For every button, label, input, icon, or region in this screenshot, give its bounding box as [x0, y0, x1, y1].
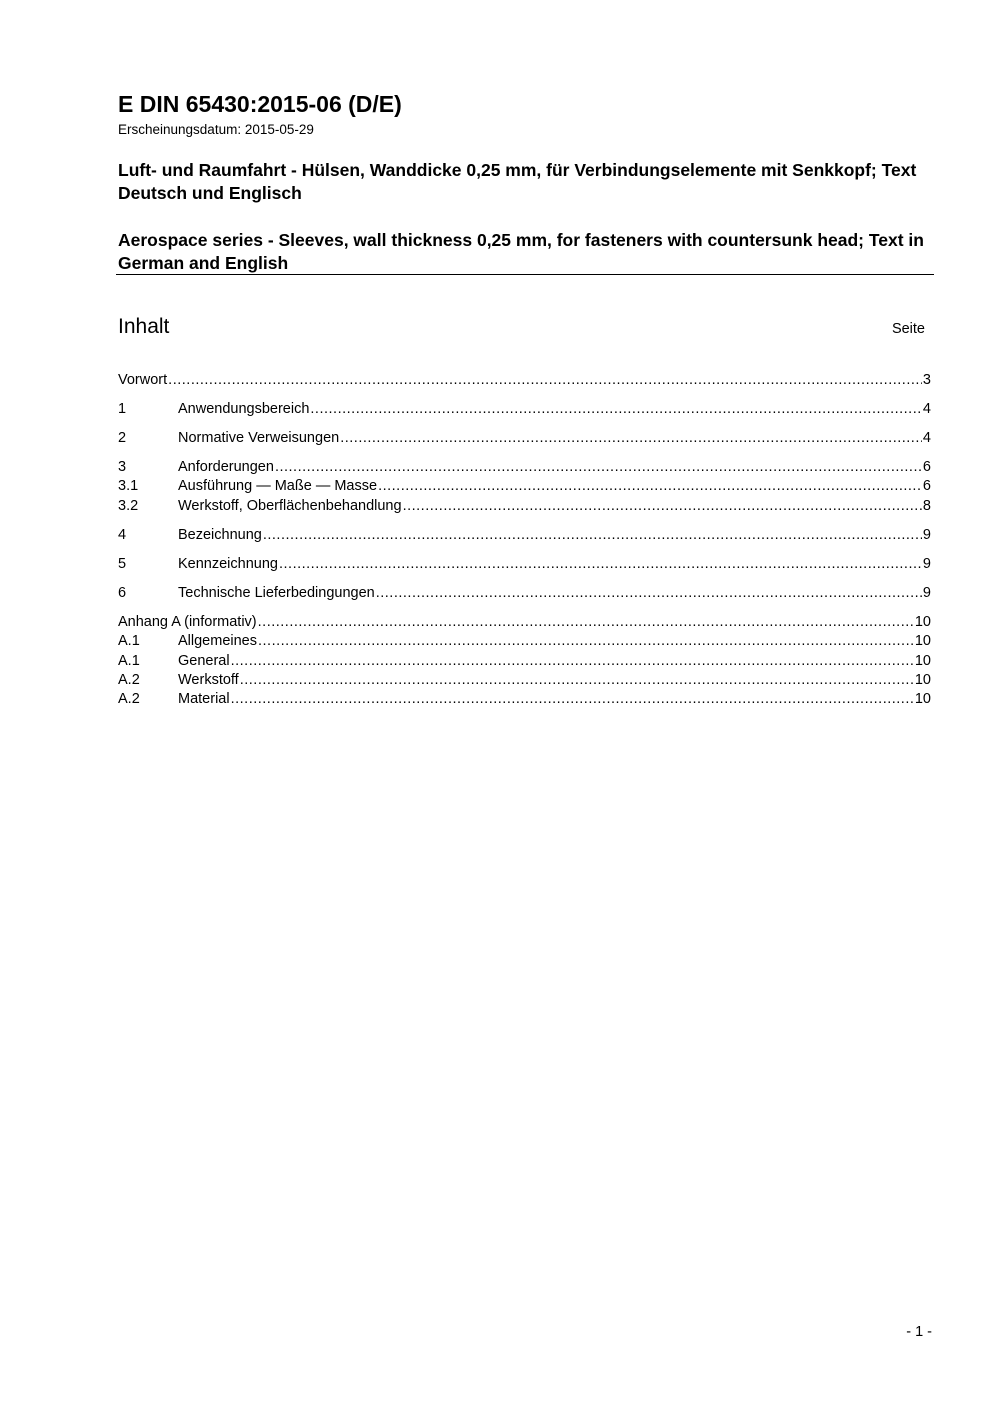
toc-entry-title: Material: [178, 691, 230, 707]
toc-entry-number: 3: [118, 459, 127, 475]
toc-entry-title: Allgemeines: [178, 633, 257, 649]
toc-entry-number: A.1: [118, 633, 140, 649]
toc-entry-number: 3.1: [118, 478, 139, 494]
toc-leader: [231, 689, 914, 709]
toc-entry-page: 10: [914, 691, 931, 707]
toc-entry-number: 6: [118, 585, 127, 601]
toc-entry[interactable]: [118, 631, 931, 651]
toc-entry-title: Ausführung — Maße — Masse: [178, 478, 378, 494]
toc-entry-page: 10: [914, 672, 931, 688]
toc-entry-page: 3: [922, 372, 931, 388]
toc-heading: Inhalt: [118, 315, 170, 338]
toc-entry-number: A.2: [118, 691, 140, 707]
toc-entry-number: 2: [118, 430, 127, 446]
toc-entry-page: 10: [914, 653, 931, 669]
toc-entry-page: 9: [922, 527, 931, 543]
toc-entry[interactable]: [118, 496, 931, 516]
toc-entry-number: A.2: [118, 672, 140, 688]
toc-entry-title: Kennzeichnung: [178, 556, 278, 572]
toc-entry-title: Vorwort: [118, 372, 168, 388]
toc-leader: [168, 370, 922, 390]
toc-leader: [340, 428, 922, 448]
toc-entry[interactable]: [118, 476, 931, 496]
page-number: - 1 -: [906, 1324, 932, 1340]
toc-entry[interactable]: [118, 583, 931, 603]
toc-entry[interactable]: [118, 554, 931, 574]
toc-entry-title: Technische Lieferbedingungen: [178, 585, 375, 601]
toc-entry-title: Werkstoff, Oberflächenbehandlung: [178, 498, 402, 514]
toc-leader: [263, 525, 922, 545]
toc-entry-page: 6: [922, 459, 931, 475]
toc-entry-title: Anhang A (informativ): [118, 614, 257, 630]
toc-entry[interactable]: [118, 457, 931, 477]
title-german: Luft- und Raumfahrt - Hülsen, Wanddicke 0,25 mm, für Verbindungselemente mit Senkkopf; Text Deutsch und Englisch: [118, 160, 917, 203]
toc-entry-title: Werkstoff: [178, 672, 239, 688]
toc-entry-number: 5: [118, 556, 127, 572]
toc-entry-number: A.1: [118, 653, 140, 669]
toc-entry-page: 6: [922, 478, 931, 494]
toc-entry[interactable]: [118, 612, 931, 632]
toc-page-label: Seite: [891, 321, 925, 337]
toc-leader: [279, 554, 922, 574]
toc-entry-title: Bezeichnung: [178, 527, 262, 543]
toc-entry-page: 8: [922, 498, 931, 514]
toc-entry[interactable]: [118, 670, 931, 690]
toc-entry[interactable]: [118, 689, 931, 709]
toc-leader: [240, 670, 914, 690]
toc-entry-number: 3.2: [118, 498, 139, 514]
toc-leader: [258, 612, 914, 632]
toc-leader: [310, 399, 922, 419]
toc-entry-title: General: [178, 653, 230, 669]
toc-entry-title: Anforderungen: [178, 459, 274, 475]
toc-leader: [258, 631, 914, 651]
toc-entry-number: 4: [118, 527, 127, 543]
toc-leader: [376, 583, 922, 603]
toc-leader: [403, 496, 922, 516]
toc-entry-page: 4: [922, 430, 931, 446]
publication-date: Erscheinungsdatum: 2015-05-29: [118, 122, 314, 137]
toc-entry[interactable]: [118, 428, 931, 448]
toc-entry-page: 4: [922, 401, 931, 417]
toc-entry[interactable]: [118, 651, 931, 671]
toc-leader: [378, 476, 922, 496]
toc-entry[interactable]: [118, 525, 931, 545]
toc-entry-page: 10: [914, 614, 931, 630]
toc-entry[interactable]: [118, 399, 931, 419]
toc-entry-page: 9: [922, 556, 931, 572]
document-id: E DIN 65430:2015-06 (D/E): [118, 91, 402, 117]
title-english: Aerospace series - Sleeves, wall thickness 0,25 mm, for fasteners with countersunk head; Text in German and English: [118, 230, 924, 273]
toc-leader: [275, 457, 922, 477]
header-divider: [116, 274, 934, 275]
toc-entry-page: 10: [914, 633, 931, 649]
toc-entry-page: 9: [922, 585, 931, 601]
toc-leader: [231, 651, 914, 671]
toc-entry[interactable]: [118, 370, 931, 390]
toc-entry-number: 1: [118, 401, 127, 417]
toc-entry-title: Anwendungsbereich: [178, 401, 310, 417]
toc-entry-title: Normative Verweisungen: [178, 430, 340, 446]
